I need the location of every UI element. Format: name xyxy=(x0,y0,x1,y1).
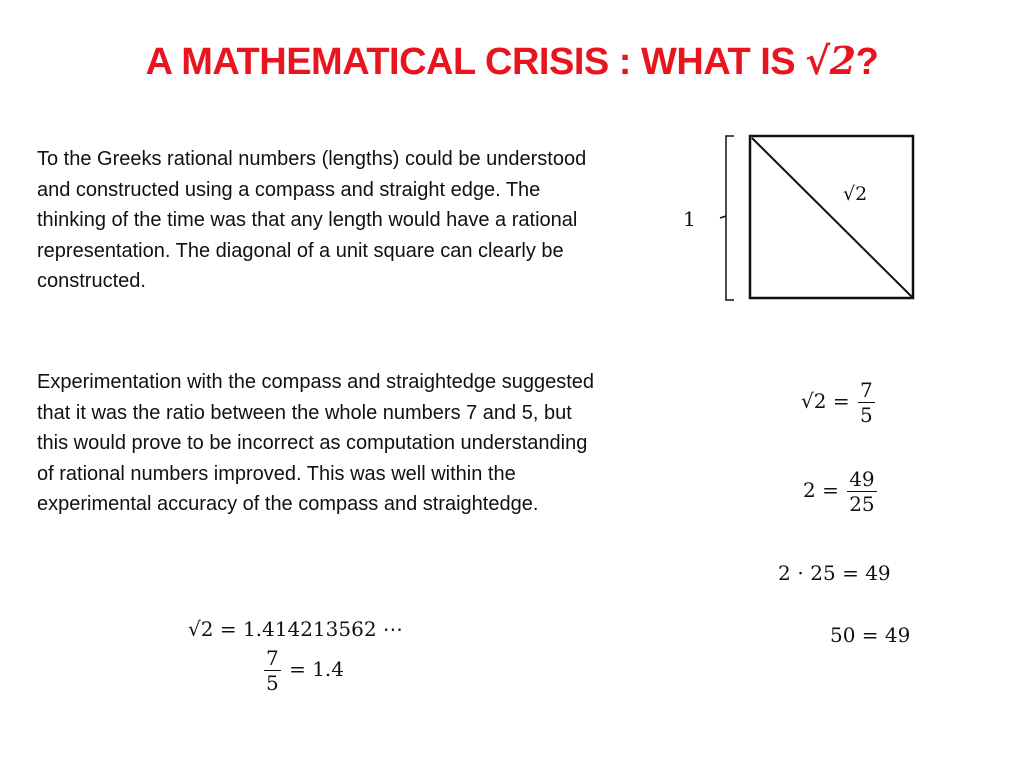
eq2-fraction xyxy=(847,467,876,516)
eq6-numerator: 7 xyxy=(266,646,279,670)
diagonal-length-label: √2 xyxy=(843,183,868,205)
title-text: A MATHEMATICAL CRISIS : WHAT IS xyxy=(145,41,806,83)
title-suffix: ? xyxy=(855,41,879,83)
side-brace xyxy=(720,136,734,300)
equation-two-49-25 xyxy=(803,467,879,516)
eq6-fraction xyxy=(264,646,281,695)
slide-title xyxy=(0,38,1024,84)
eq6-denominator: 5 xyxy=(266,671,279,695)
eq1-numerator: 7 xyxy=(859,378,873,402)
eq1-denominator: 5 xyxy=(859,403,873,427)
eq1-lhs: √2 = xyxy=(801,389,850,413)
equation-contradiction: 50 = 49 xyxy=(830,623,911,647)
diagonal-line xyxy=(752,138,913,298)
equation-sqrt2-seven-fifths xyxy=(801,378,877,427)
equation-product: 2 ⋅ 25 = 49 xyxy=(778,561,891,585)
equation-seven-fifths-decimal xyxy=(262,646,344,695)
eq1-fraction xyxy=(858,378,875,427)
paragraph-greeks: To the Greeks rational numbers (lengths) could be understood and constructed using a compass and straight edge. The thinking of the time was that any length would have a rational representation. The diagonal of a unit square can clearly be constructed. xyxy=(37,148,587,292)
eq2-lhs: 2 = xyxy=(803,478,839,502)
paragraph-experimentation: Experimentation with the compass and straightedge suggested that it was the ratio between the whole numbers 7 and 5, but this would prove to be incorrect as computation understanding of rational numbers improved. This was well within the experimental accuracy of the compass and straightedge. xyxy=(37,371,595,515)
title-sqrt-two: √2 xyxy=(805,38,856,83)
side-length-label: 1 xyxy=(683,207,696,231)
eq2-denominator: 25 xyxy=(849,492,875,516)
eq2-numerator: 49 xyxy=(849,467,875,491)
eq6-rhs: = 1.4 xyxy=(289,657,345,681)
unit-square-diagram xyxy=(680,130,920,310)
equation-sqrt2-decimal: √2 = 1.414213562 ⋯ xyxy=(188,617,403,641)
